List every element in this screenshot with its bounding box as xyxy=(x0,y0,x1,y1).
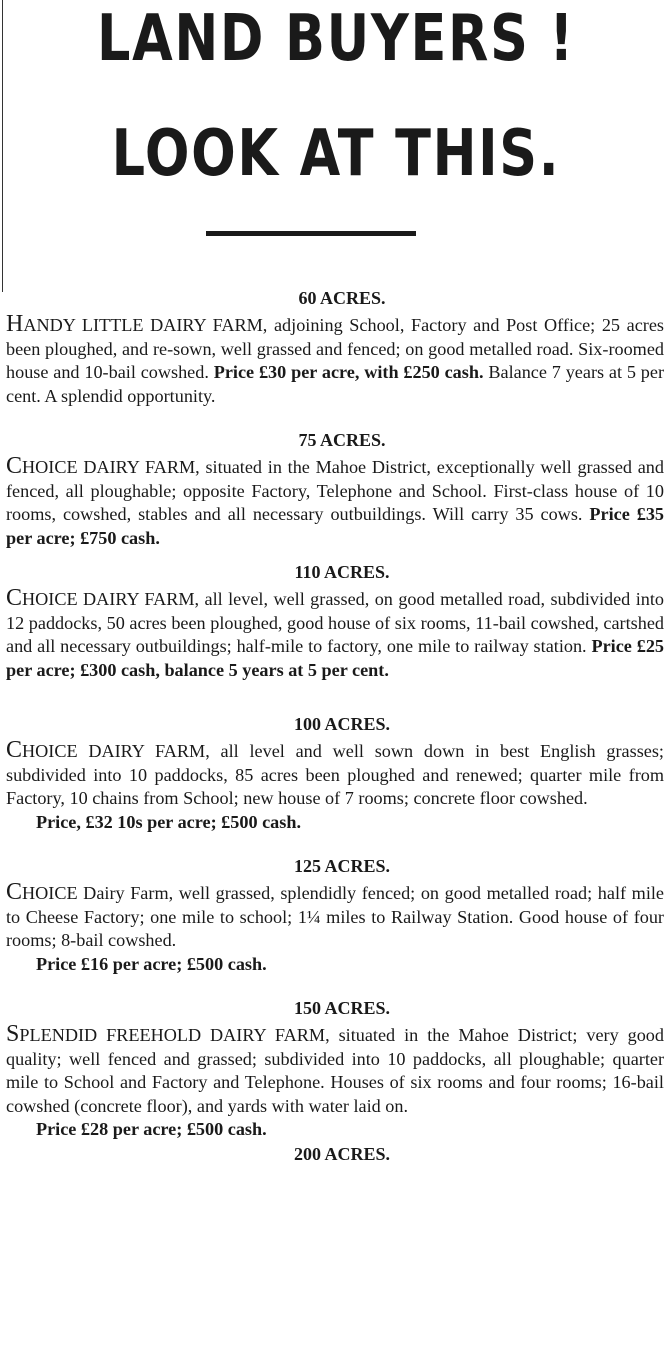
listing-acreage: 60 ACRES. xyxy=(298,288,386,308)
listing-acreage: 100 ACRES. xyxy=(293,714,391,734)
listing-description xyxy=(0,453,672,550)
listing-acreage: 125 ACRES. xyxy=(293,856,391,876)
listing-acreage: 110 ACRES. xyxy=(294,562,390,582)
listing-price: Price £16 per acre; £500 cash. xyxy=(36,953,267,974)
drop-letter: S xyxy=(6,1021,20,1047)
listing-60-acres xyxy=(0,286,672,408)
listing-200-acres xyxy=(0,1142,672,1166)
listing-description xyxy=(0,311,672,408)
column-rule xyxy=(2,0,3,292)
drop-letter: C xyxy=(6,453,23,479)
listing-125-acres xyxy=(0,854,672,976)
listing-text: ANDY LITTLE DAIRY FARM, adjoining School, Factory and Post Office; 25 acres been ploughed, and re-sown, well grassed and fenced; on good metalled road. Six-roomed house and 10-bail cowshed. xyxy=(6,315,664,382)
listing-description xyxy=(0,879,672,976)
listing-text: HOICE DAIRY FARM, all level and well sown down in best English grasses; subdivided into 10 paddocks, 85 acres been ploughed and renewed; quarter mile from Factory, 10 chains from School; new house of 7 rooms; concrete floor cowshed. xyxy=(6,741,664,808)
listing-description xyxy=(0,1021,672,1142)
listing-acreage: 200 ACRES. xyxy=(293,1143,391,1164)
listing-text: HOICE DAIRY FARM, situated in the Mahoe District, exceptionally well grassed and fenced, all ploughable; opposite Factory, Telephone and School. First-class house of 10 rooms, cowshed, stables and all necessary outbuildings. Will carry 35 cows. xyxy=(6,457,664,524)
headline-look-at-this: LOOK AT THIS. xyxy=(111,117,561,191)
listing-acreage: 150 ACRES. xyxy=(293,998,391,1018)
listing-description xyxy=(0,737,672,834)
listing-100-acres xyxy=(0,712,672,834)
listing-price: Price £25 per acre; £300 cash, balance 5 years at 5 per cent. xyxy=(6,636,665,680)
listings xyxy=(0,286,672,1170)
listing-price: Price £35 per acre; £750 cash. xyxy=(6,504,665,548)
listing-text: PLENDID FREEHOLD DAIRY FARM, situated in the Mahoe District; very good quality; well fenced and grassed; subdivided into 10 paddocks, all ploughable; quarter mile to School and Factory and Telephone. Houses of six rooms and four rooms; 16-bail cowshed (concrete floor), and yards with water laid on. xyxy=(6,1025,664,1116)
listing-text: HOICE Dairy Farm, well grassed, splendidly fenced; on good metalled road; half mile to Cheese Factory; one mile to school; 1¼ miles to Railway Station. Good house of four rooms; 8-bail cowshed. xyxy=(6,883,664,950)
drop-letter: C xyxy=(6,879,23,905)
listing-description xyxy=(0,585,672,682)
listing-acreage: 75 ACRES. xyxy=(298,430,386,450)
listing-text: HOICE DAIRY FARM, all level, well grassed, on good metalled road, subdivided into 12 paddocks, 50 acres been ploughed, good house of six rooms, 11-bail cowshed, cartshed and all necessary outbuildings; half-mile to factory, one mile to railway station. xyxy=(6,589,664,656)
drop-letter: C xyxy=(6,585,23,611)
listing-price: Price, £32 10s per acre; £500 cash. xyxy=(36,811,302,832)
listing-price: Price £30 per acre, with £250 cash. xyxy=(213,362,484,382)
listing-150-acres xyxy=(0,996,672,1142)
listing-price: Price £28 per acre; £500 cash. xyxy=(36,1119,267,1139)
drop-letter: C xyxy=(6,737,23,763)
listing-110-acres xyxy=(0,560,672,682)
headline-divider xyxy=(206,231,416,236)
listing-75-acres xyxy=(0,428,672,550)
headline-land-buyers: LAND BUYERS ! xyxy=(96,2,576,76)
drop-letter: H xyxy=(6,311,24,337)
listing-terms: Balance 7 years at 5 per cent. A splendid opportunity. xyxy=(6,362,665,406)
